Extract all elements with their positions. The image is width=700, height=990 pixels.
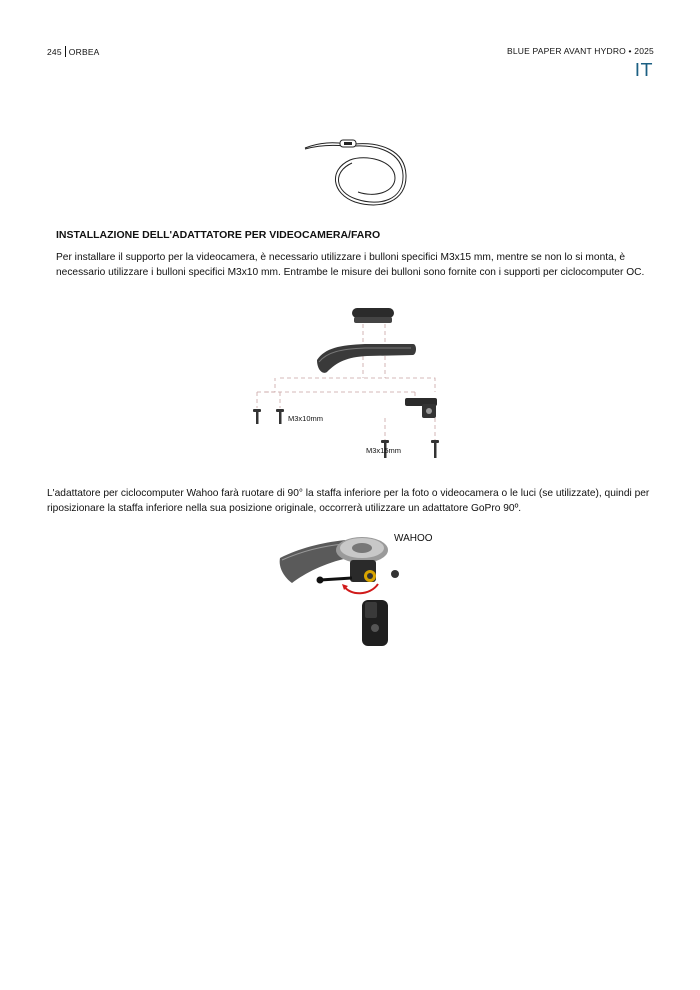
wahoo-label: WAHOO [394,533,433,544]
bolt-label-m3x10: M3x10mm [288,414,324,423]
brand-name: ORBEA [68,46,100,57]
section-title: INSTALLAZIONE DELL'ADATTATORE PER VIDEOCAMERA/FARO [56,229,381,241]
document-title: BLUE PAPER AVANT HYDRO • 2025 [506,46,654,56]
body-paragraph-2: L'adattatore per ciclocomputer Wahoo farà ruotare di 90° la staffa inferiore per la foto o videocamera o le luci (se utilizzate), quindi per riposizionare la staffa inferiore nella sua posizione originale, occorrerà utilizzare un adattatore GoPro 90º. [47,488,650,514]
lanyard-illustration [300,130,415,212]
header-divider [65,46,66,57]
wahoo-adapter-illustration [270,528,445,653]
bolt-label-m3x15: M3x15mm [366,446,402,455]
language-tag: IT [634,60,653,81]
body-paragraph-1: Per installare il supporto per la videocamera, è necessario utilizzare i bulloni specifici M3x15 mm, mentre se non lo si monta, è necessario utilizzare i bulloni specifici M3x10 mm. Entrambe le misure dei bulloni sono fornite con i supporti per ciclocomputer OC. [56,252,645,278]
page-header-left [47,46,100,57]
mount-exploded-illustration [245,300,445,462]
page-number: 245 [47,46,62,57]
